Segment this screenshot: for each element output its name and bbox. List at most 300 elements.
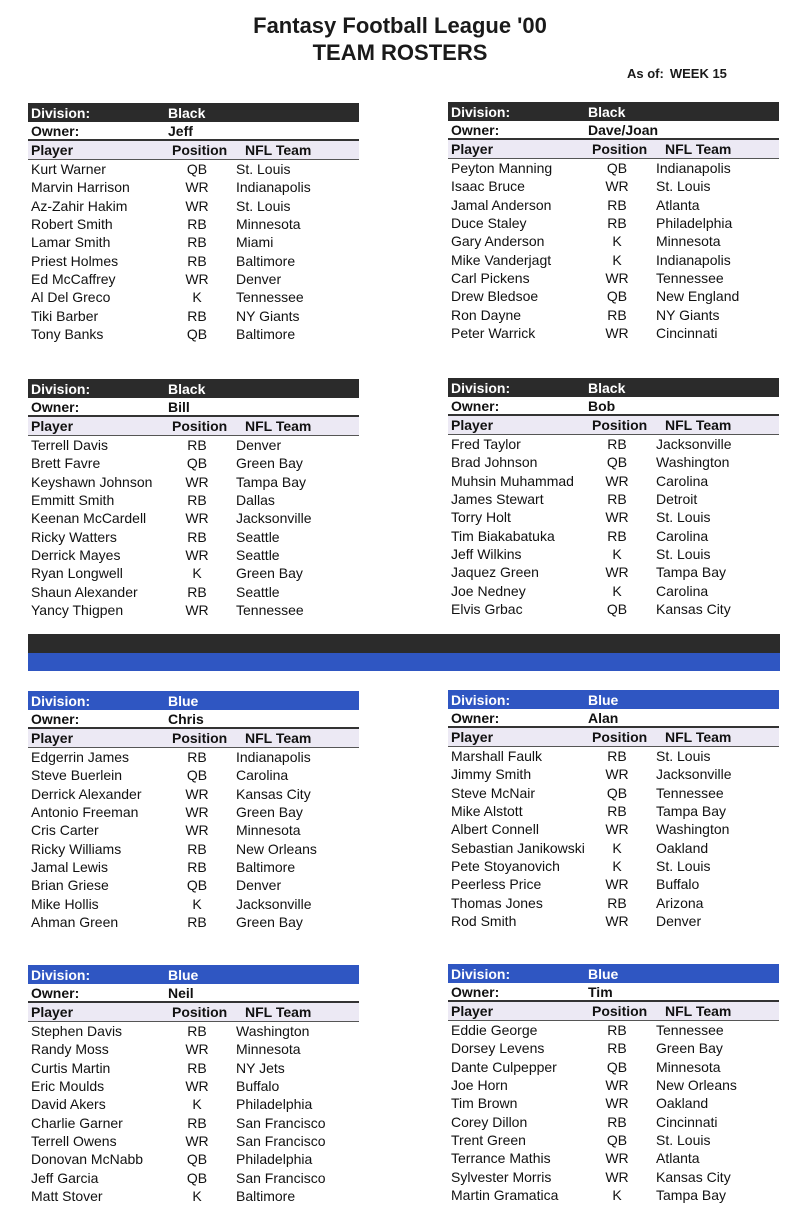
player-nfl-team: Seattle xyxy=(236,583,280,600)
player-position: WR xyxy=(605,564,629,581)
division-label: Division: xyxy=(31,966,91,983)
player-nfl-team: Denver xyxy=(236,270,282,287)
player-nfl-team: St. Louis xyxy=(236,197,291,214)
player-position: WR xyxy=(605,269,629,286)
player-name: Torry Holt xyxy=(451,509,511,526)
table-row xyxy=(28,436,359,454)
position-column-header: Position xyxy=(592,141,648,157)
player-position: K xyxy=(612,857,622,874)
table-row xyxy=(28,306,359,324)
division-value: Blue xyxy=(588,691,619,708)
player-name: Jaquez Green xyxy=(451,564,539,581)
table-row xyxy=(448,820,779,838)
owner-value: Alan xyxy=(588,709,619,726)
table-row xyxy=(28,288,359,306)
table-row xyxy=(28,839,359,857)
owner-value: Chris xyxy=(168,710,204,727)
player-name: Derrick Mayes xyxy=(31,546,121,563)
player-name: Peyton Manning xyxy=(451,160,553,177)
player-name: Brian Griese xyxy=(31,877,109,894)
table-row xyxy=(28,876,359,894)
player-position: RB xyxy=(607,894,627,911)
table-row xyxy=(448,287,779,305)
table-row xyxy=(448,159,779,177)
owner-value: Bob xyxy=(588,397,616,414)
player-nfl-team: Tennessee xyxy=(656,784,724,801)
owner-value: Neil xyxy=(168,984,194,1001)
player-nfl-team: Indianapolis xyxy=(656,160,731,177)
player-nfl-team: NY Jets xyxy=(236,1059,285,1076)
player-name: Randy Moss xyxy=(31,1041,109,1058)
player-nfl-team: Atlanta xyxy=(656,196,700,213)
player-nfl-team: Seattle xyxy=(236,546,280,563)
division-header xyxy=(448,102,779,121)
table-row xyxy=(28,546,359,564)
player-name: David Akers xyxy=(31,1096,106,1113)
player-name: Ahman Green xyxy=(31,913,119,930)
player-name: Stephen Davis xyxy=(31,1023,123,1040)
table-row xyxy=(448,490,779,508)
player-nfl-team: Cincinnati xyxy=(656,324,718,341)
roster-bob xyxy=(448,378,779,618)
player-position: K xyxy=(612,233,622,250)
player-position: WR xyxy=(605,472,629,489)
table-row xyxy=(28,233,359,251)
player-name: Tim Brown xyxy=(451,1095,518,1112)
player-name: Albert Connell xyxy=(451,821,539,838)
player-nfl-team: Jacksonville xyxy=(236,895,312,912)
player-nfl-team: Kansas City xyxy=(656,1168,731,1185)
player-name: Trent Green xyxy=(451,1131,526,1148)
player-position: QB xyxy=(606,454,628,471)
player-name: Kurt Warner xyxy=(31,161,106,178)
column-header xyxy=(448,728,779,747)
page-title xyxy=(0,12,800,66)
table-row xyxy=(28,1168,359,1186)
player-name: Tiki Barber xyxy=(31,307,99,324)
player-position: K xyxy=(612,839,622,856)
player-name: Lamar Smith xyxy=(31,234,111,251)
table-row xyxy=(448,838,779,856)
table-row xyxy=(448,1149,779,1167)
table-row xyxy=(448,857,779,875)
division-header xyxy=(448,964,779,983)
nfl-team-column-header: NFL Team xyxy=(665,729,732,745)
player-position: QB xyxy=(606,160,628,177)
player-position: RB xyxy=(607,436,627,453)
table-row xyxy=(448,1131,779,1149)
table-row xyxy=(448,1094,779,1112)
position-column-header: Position xyxy=(172,142,228,158)
player-name: Cris Carter xyxy=(31,822,99,839)
player-position: RB xyxy=(187,1023,207,1040)
table-row xyxy=(28,1187,359,1205)
owner-row xyxy=(448,397,779,416)
player-name: Duce Staley xyxy=(451,215,527,232)
player-name: Jimmy Smith xyxy=(451,766,532,783)
table-row xyxy=(28,858,359,876)
player-position: WR xyxy=(185,804,209,821)
player-position: QB xyxy=(606,1058,628,1075)
player-position: RB xyxy=(187,749,207,766)
as-of-value: WEEK 15 xyxy=(669,66,727,81)
player-position: QB xyxy=(606,784,628,801)
player-name: Isaac Bruce xyxy=(451,178,525,195)
player-position: RB xyxy=(187,492,207,509)
table-row xyxy=(448,1039,779,1057)
table-row xyxy=(448,214,779,232)
owner-row xyxy=(28,710,359,729)
player-name: Sylvester Morris xyxy=(451,1168,552,1185)
player-nfl-team: Arizona xyxy=(656,894,704,911)
player-name: Keyshawn Johnson xyxy=(31,473,153,490)
player-name: Eddie George xyxy=(451,1022,538,1039)
table-row xyxy=(448,893,779,911)
player-nfl-team: Green Bay xyxy=(236,565,303,582)
player-name: Eric Moulds xyxy=(31,1078,105,1095)
player-nfl-team: Dallas xyxy=(236,492,275,509)
player-name: Muhsin Muhammad xyxy=(451,472,574,489)
player-nfl-team: Oakland xyxy=(656,839,709,856)
player-name: Antonio Freeman xyxy=(31,804,139,821)
table-row xyxy=(28,1040,359,1058)
table-row xyxy=(28,325,359,343)
table-row xyxy=(28,251,359,269)
owner-label: Owner: xyxy=(31,984,80,1001)
player-position: QB xyxy=(186,1169,208,1186)
position-column-header: Position xyxy=(592,1003,648,1019)
owner-label: Owner: xyxy=(451,709,500,726)
owner-label: Owner: xyxy=(451,397,500,414)
player-name: Sebastian Janikowski xyxy=(451,839,585,856)
player-nfl-team: Miami xyxy=(236,234,274,251)
player-name: Brad Johnson xyxy=(451,454,538,471)
player-position: QB xyxy=(186,455,208,472)
table-row xyxy=(448,1058,779,1076)
table-row xyxy=(448,435,779,453)
player-position: K xyxy=(612,582,622,599)
player-name: Tim Biakabatuka xyxy=(451,527,555,544)
column-header xyxy=(448,1002,779,1021)
owner-value: Bill xyxy=(168,398,190,415)
table-row xyxy=(448,600,779,618)
table-row xyxy=(448,508,779,526)
table-row xyxy=(28,473,359,491)
player-nfl-team: Indianapolis xyxy=(236,749,311,766)
player-name: Rod Smith xyxy=(451,912,517,929)
player-name: Thomas Jones xyxy=(451,894,543,911)
player-name: Joe Nedney xyxy=(451,582,526,599)
nfl-team-column-header: NFL Team xyxy=(245,1004,312,1020)
owner-label: Owner: xyxy=(31,122,80,139)
table-row xyxy=(28,160,359,178)
player-nfl-team: Baltimore xyxy=(236,1187,296,1204)
nfl-team-column-header: NFL Team xyxy=(665,1003,732,1019)
player-position: RB xyxy=(187,437,207,454)
table-row xyxy=(28,197,359,215)
player-position: WR xyxy=(605,324,629,341)
player-nfl-team: Carolina xyxy=(656,527,709,544)
roster-tim xyxy=(448,964,779,1204)
player-column-header: Player xyxy=(31,730,74,746)
player-column-header: Player xyxy=(451,729,494,745)
player-position: WR xyxy=(185,1041,209,1058)
player-position: RB xyxy=(187,913,207,930)
player-nfl-team: Minnesota xyxy=(656,1058,721,1075)
player-nfl-team: Tennessee xyxy=(656,269,724,286)
owner-value: Dave/Joan xyxy=(588,121,659,138)
division-header xyxy=(448,378,779,397)
column-header xyxy=(28,141,359,160)
table-row xyxy=(448,526,779,544)
position-column-header: Position xyxy=(172,1004,228,1020)
player-position: QB xyxy=(186,161,208,178)
player-name: Joe Horn xyxy=(451,1077,508,1094)
player-name: Martin Gramatica xyxy=(451,1186,559,1203)
separator-blue-band xyxy=(28,653,780,671)
owner-label: Owner: xyxy=(31,398,80,415)
position-column-header: Position xyxy=(172,730,228,746)
table-row xyxy=(28,582,359,600)
nfl-team-column-header: NFL Team xyxy=(245,730,312,746)
table-row xyxy=(448,1186,779,1204)
player-nfl-team: Jacksonville xyxy=(656,766,732,783)
owner-row xyxy=(448,709,779,728)
table-row xyxy=(448,802,779,820)
player-position: WR xyxy=(605,509,629,526)
player-nfl-team: Carolina xyxy=(656,472,709,489)
player-nfl-team: St. Louis xyxy=(656,545,711,562)
player-position: K xyxy=(612,251,622,268)
division-header xyxy=(448,690,779,709)
player-nfl-team: Baltimore xyxy=(236,858,296,875)
player-nfl-team: Tampa Bay xyxy=(656,1186,727,1203)
player-nfl-team: San Francisco xyxy=(236,1132,326,1149)
player-name: Carl Pickens xyxy=(451,269,530,286)
table-row xyxy=(28,1150,359,1168)
division-value: Black xyxy=(168,104,206,121)
as-of-label: As of: xyxy=(627,66,664,81)
player-position: WR xyxy=(185,1078,209,1095)
player-column-header: Player xyxy=(451,1003,494,1019)
player-nfl-team: Carolina xyxy=(656,582,709,599)
player-nfl-team: Washington xyxy=(656,821,730,838)
player-name: Fred Taylor xyxy=(451,436,521,453)
player-position: K xyxy=(192,1096,202,1113)
player-name: Pete Stoyanovich xyxy=(451,857,560,874)
player-name: Mike Hollis xyxy=(31,895,99,912)
player-nfl-team: Denver xyxy=(656,912,702,929)
division-value: Blue xyxy=(168,966,199,983)
player-nfl-team: Minnesota xyxy=(236,822,301,839)
player-nfl-team: NY Giants xyxy=(236,307,300,324)
player-position: QB xyxy=(186,1151,208,1168)
roster-alan xyxy=(448,690,779,930)
player-position: WR xyxy=(185,785,209,802)
player-position: RB xyxy=(607,803,627,820)
column-header xyxy=(448,140,779,159)
player-nfl-team: Oakland xyxy=(656,1095,709,1112)
player-position: RB xyxy=(187,252,207,269)
player-name: Charlie Garner xyxy=(31,1114,123,1131)
player-position: RB xyxy=(607,1040,627,1057)
player-nfl-team: Seattle xyxy=(236,528,280,545)
title-line-1: Fantasy Football League '00 xyxy=(253,13,547,38)
player-position: RB xyxy=(187,528,207,545)
player-position: QB xyxy=(186,767,208,784)
player-position: RB xyxy=(607,196,627,213)
player-name: Ricky Watters xyxy=(31,528,117,545)
player-name: Marvin Harrison xyxy=(31,179,130,196)
player-position: WR xyxy=(185,473,209,490)
player-nfl-team: Tampa Bay xyxy=(656,803,727,820)
player-name: Ed McCaffrey xyxy=(31,270,116,287)
player-name: Brett Favre xyxy=(31,455,101,472)
column-header xyxy=(448,416,779,435)
table-row xyxy=(28,564,359,582)
player-position: RB xyxy=(187,1059,207,1076)
owner-row xyxy=(448,983,779,1002)
player-nfl-team: Baltimore xyxy=(236,252,296,269)
player-nfl-team: Atlanta xyxy=(656,1150,700,1167)
player-name: Keenan McCardell xyxy=(31,510,147,527)
division-header xyxy=(28,103,359,122)
table-row xyxy=(448,875,779,893)
as-of xyxy=(627,66,733,81)
player-position: WR xyxy=(605,1168,629,1185)
player-position: WR xyxy=(605,766,629,783)
table-row xyxy=(448,250,779,268)
player-column-header: Player xyxy=(451,141,494,157)
player-nfl-team: Tampa Bay xyxy=(656,564,727,581)
player-nfl-team: Denver xyxy=(236,877,282,894)
player-nfl-team: Green Bay xyxy=(656,1040,723,1057)
player-position: RB xyxy=(187,583,207,600)
player-nfl-team: Indianapolis xyxy=(236,179,311,196)
table-row xyxy=(28,491,359,509)
player-column-header: Player xyxy=(31,1004,74,1020)
table-row xyxy=(28,894,359,912)
player-column-header: Player xyxy=(31,142,74,158)
table-row xyxy=(28,215,359,233)
table-row xyxy=(28,1095,359,1113)
player-name: Jamal Lewis xyxy=(31,858,109,875)
player-nfl-team: Jacksonville xyxy=(236,510,312,527)
player-nfl-team: Green Bay xyxy=(236,913,303,930)
player-position: RB xyxy=(187,1114,207,1131)
player-name: Mike Alstott xyxy=(451,803,523,820)
player-name: Steve Buerlein xyxy=(31,767,123,784)
player-position: RB xyxy=(607,306,627,323)
player-nfl-team: New Orleans xyxy=(656,1077,737,1094)
player-name: Dorsey Levens xyxy=(451,1040,545,1057)
player-nfl-team: Kansas City xyxy=(656,600,731,617)
player-position: RB xyxy=(187,840,207,857)
player-position: WR xyxy=(185,510,209,527)
player-nfl-team: New Orleans xyxy=(236,840,317,857)
player-name: Peerless Price xyxy=(451,876,542,893)
player-nfl-team: Carolina xyxy=(236,767,289,784)
player-nfl-team: St. Louis xyxy=(656,509,711,526)
table-row xyxy=(448,269,779,287)
player-nfl-team: Washington xyxy=(236,1023,310,1040)
player-position: WR xyxy=(185,270,209,287)
column-header xyxy=(28,729,359,748)
player-nfl-team: NY Giants xyxy=(656,306,720,323)
player-position: RB xyxy=(187,234,207,251)
player-position: RB xyxy=(187,307,207,324)
roster-bill xyxy=(28,379,359,619)
player-position: RB xyxy=(607,491,627,508)
division-label: Division: xyxy=(451,965,511,982)
table-row xyxy=(28,601,359,619)
title-line-2: TEAM ROSTERS xyxy=(312,40,488,65)
player-name: Elvis Grbac xyxy=(451,600,523,617)
table-row xyxy=(448,563,779,581)
player-name: Matt Stover xyxy=(31,1187,103,1204)
table-row xyxy=(448,1076,779,1094)
player-name: Derrick Alexander xyxy=(31,785,142,802)
table-row xyxy=(28,766,359,784)
division-separator xyxy=(28,634,780,671)
player-name: Robert Smith xyxy=(31,216,113,233)
table-row xyxy=(448,472,779,490)
nfl-team-column-header: NFL Team xyxy=(665,141,732,157)
player-name: Shaun Alexander xyxy=(31,583,138,600)
division-label: Division: xyxy=(451,691,511,708)
player-position: QB xyxy=(606,288,628,305)
table-row xyxy=(448,232,779,250)
table-row xyxy=(28,1022,359,1040)
player-name: Jeff Garcia xyxy=(31,1169,99,1186)
player-nfl-team: St. Louis xyxy=(236,161,291,178)
table-row xyxy=(448,912,779,930)
player-name: Edgerrin James xyxy=(31,749,130,766)
player-position: WR xyxy=(605,912,629,929)
player-nfl-team: St. Louis xyxy=(656,178,711,195)
player-nfl-team: Baltimore xyxy=(236,325,296,342)
owner-label: Owner: xyxy=(451,983,500,1000)
table-row xyxy=(28,454,359,472)
player-name: Yancy Thigpen xyxy=(31,601,124,618)
player-position: K xyxy=(192,289,202,306)
player-position: K xyxy=(612,1186,622,1203)
player-position: K xyxy=(192,565,202,582)
player-nfl-team: San Francisco xyxy=(236,1169,326,1186)
player-nfl-team: Philadelphia xyxy=(656,215,733,232)
owner-value: Jeff xyxy=(168,122,193,139)
player-nfl-team: Cincinnati xyxy=(656,1113,718,1130)
table-row xyxy=(28,1132,359,1150)
player-nfl-team: Jacksonville xyxy=(656,436,732,453)
player-name: Priest Holmes xyxy=(31,252,119,269)
player-nfl-team: St. Louis xyxy=(656,1131,711,1148)
player-nfl-team: Tennessee xyxy=(236,601,304,618)
player-nfl-team: Washington xyxy=(656,454,730,471)
owner-label: Owner: xyxy=(451,121,500,138)
table-row xyxy=(28,1113,359,1131)
table-row xyxy=(448,1112,779,1130)
position-column-header: Position xyxy=(172,418,228,434)
table-row xyxy=(448,784,779,802)
player-name: Steve McNair xyxy=(451,784,536,801)
nfl-team-column-header: NFL Team xyxy=(245,142,312,158)
owner-value: Tim xyxy=(588,983,613,1000)
table-row xyxy=(28,748,359,766)
player-position: K xyxy=(192,1187,202,1204)
player-name: Tony Banks xyxy=(31,325,104,342)
table-row xyxy=(28,509,359,527)
